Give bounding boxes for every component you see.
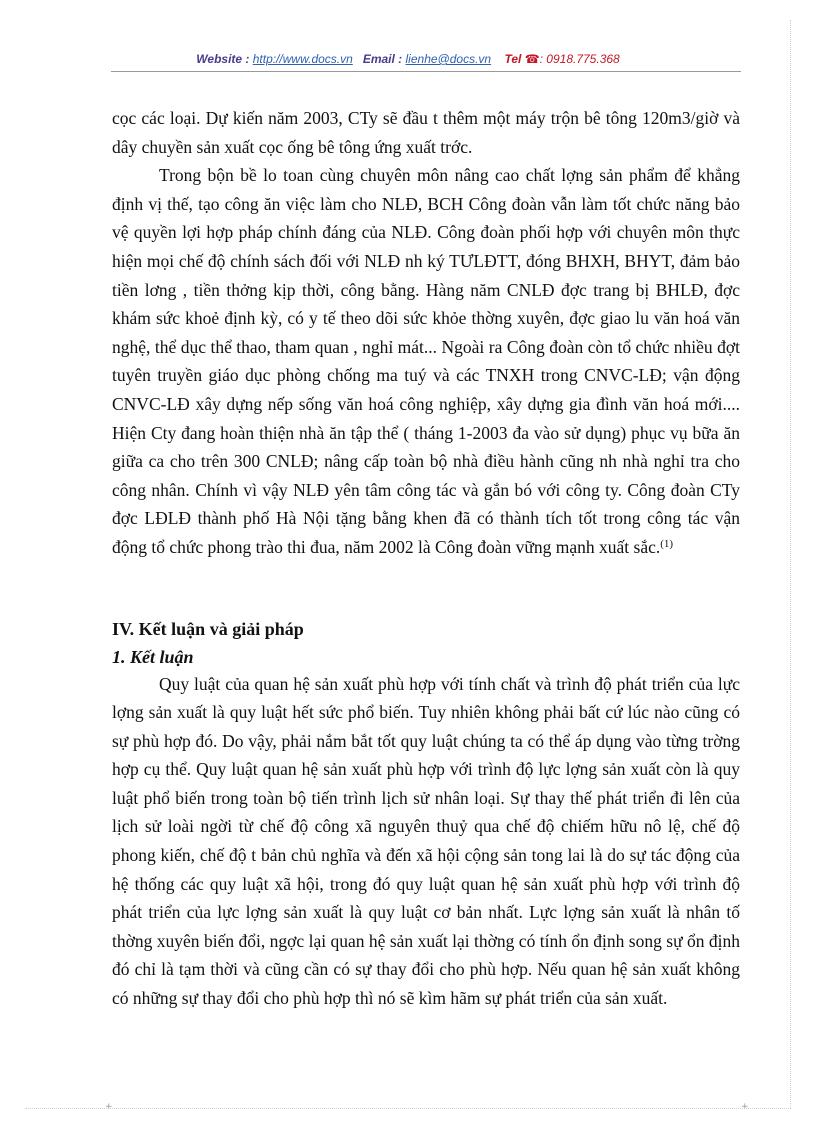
paragraph-union-text: Trong bộn bề lo toan cùng chuyên môn nâng cao chất lợng sản phẩm để khẳng định vị thế, tạo công ăn việc làm cho NLĐ, BCH Công đoàn vẫn làm tốt chức năng bảo vệ quyền lợi hợp pháp chính đáng của NLĐ. Công đoàn phối hợp với chuyên môn thực hiện mọi chế độ chính sách đối với NLĐ nh ký TƯLĐTT, đóng BHXH, BHYT, đảm bảo tiền lơng , tiền thởng kịp thời, công bằng. Hàng năm CNLĐ đợc trang bị BHLĐ, đợc khám sức khoẻ định kỳ, có y tế theo dõi sức khỏe thờng xuyên, đợc giao lu văn hoá văn nghệ, thể dục thể thao, tham quan , nghỉ mát... Ngoài ra Công đoàn còn tổ chức nhiều đợt tuyên truyền giáo dục phòng chống ma tuý và các TNXH trong CNVC-LĐ; vận động CNVC-LĐ xây dựng nếp sống văn hoá công nghiệp, xây dựng gia đình văn hoá mới.... Hiện Cty đang hoàn thiện nhà ăn tập thể ( tháng 1-2003 đa vào sử dụng) phục vụ bữa ăn giữa ca cho trên 300 CNLĐ; nâng cấp toàn bộ nhà điều hành cũng nh nhà nghỉ tra cho công nhân. Chính vì vậy NLĐ yên tâm công tác và gắn bó với công ty. Công đoàn CTy đợc LĐLĐ thành phố Hà Nội tặng bằng khen đã có thành tích tốt trong công tác vận động tổ chức phong trào thi đua, năm 2002 là Công đoàn vững mạnh xuất sắc. xyxy=(112,165,740,557)
paragraph-conclusion: Quy luật của quan hệ sản xuất phù hợp với tính chất và trình độ phát triển của lực lợng sản xuất là quy luật hết sức phổ biến. Tuy nhiên không phải bất cứ lúc nào cũng có sự phù hợp đó. Do vậy, phải nắm bắt tốt quy luật chúng ta có thể áp dụng vào từng trờng hợp cụ thể. Quy luật quan hệ sản xuất phù hợp với trình độ lực lợng sản xuất còn là quy luật phổ biến trong toàn bộ tiến trình lịch sử nhân loại. Sự thay thế phát triển đi lên của lịch sử loài ngời từ chế độ công xã nguyên thuỷ qua chế độ chiếm hữu nô lệ, chế độ phong kiến, chế độ t bản chủ nghĩa và đến xã hội cộng sản tong lai là do sự tác động của hệ thống các quy luật xã hội, trong đó quy luật quan hệ sản xuất phù hợp với trình độ phát triển của lực lợng sản xuất là quy luật cơ bản nhất. Lực lợng sản xuất là nhân tố thờng xuyên biến đổi, ngợc lại quan hệ sản xuất lại thờng có tính ổn định song sự ổn định đó chỉ là tạm thời và cũng cần có sự thay đổi cho phù hợp. Nếu quan hệ sản xuất không có những sự thay đổi cho phù hợp thì nó sẽ kìm hãm sự phát triển của sản xuất. xyxy=(112,673,740,1009)
paragraph-union xyxy=(112,161,740,561)
phone-number: : 0918.775.368 xyxy=(539,52,620,66)
page-border-dotted xyxy=(25,1108,791,1109)
phone-icon: ☎ xyxy=(524,52,540,66)
page-corner-mark: + xyxy=(741,1102,749,1112)
section-heading: IV. Kết luận và giải pháp xyxy=(112,618,304,639)
page-header xyxy=(0,52,816,66)
footnote-mark: (1) xyxy=(660,537,674,550)
email-label: Email : xyxy=(362,52,403,66)
subsection-heading: 1. Kết luận xyxy=(112,646,194,667)
page-corner-mark: + xyxy=(105,1102,113,1112)
page-border-dotted xyxy=(790,20,791,1108)
header-divider xyxy=(111,71,741,72)
email-link[interactable]: lienhe@docs.vn xyxy=(405,52,492,66)
website-label: Website : xyxy=(196,52,250,66)
paragraph-continuation: cọc các loại. Dự kiến năm 2003, CTy sẽ đầu t thêm một máy trộn bê tông 120m3/giờ và dây chuyền sản xuất cọc ống bê tông ứng xuất trớc. xyxy=(112,108,740,157)
document-body xyxy=(112,104,740,1013)
website-link[interactable]: http://www.docs.vn xyxy=(252,52,353,66)
tel-label: Tel xyxy=(504,52,522,66)
